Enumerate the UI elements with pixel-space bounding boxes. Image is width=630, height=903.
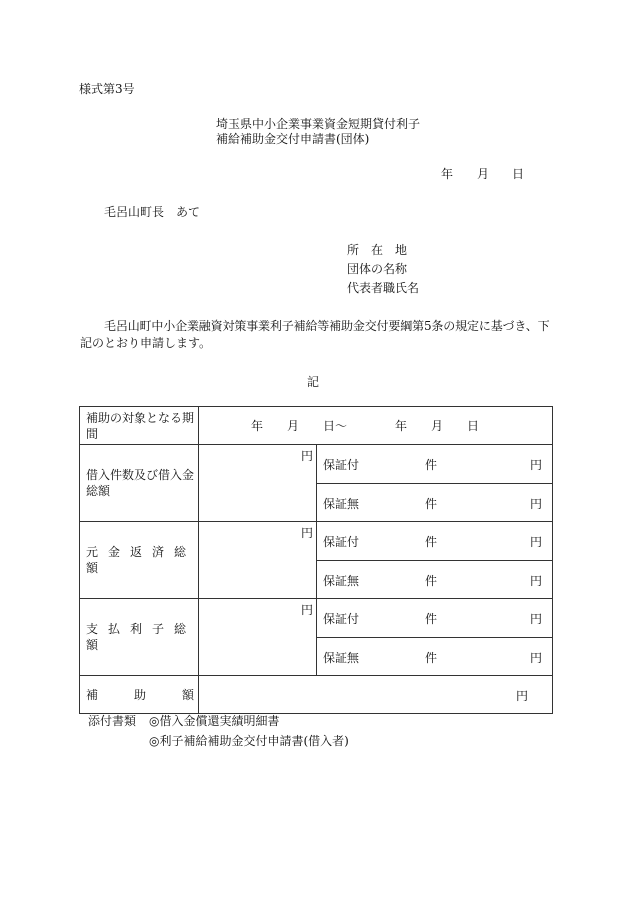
subsidy-label-cell	[80, 676, 199, 714]
yen-unit: 円	[530, 535, 543, 550]
applicant-representative-label: 代表者職氏名	[347, 281, 420, 295]
row-label-cell	[80, 599, 199, 676]
guarantee-kind: 保証無	[323, 496, 360, 511]
amount-cell[interactable]	[199, 599, 317, 676]
sub-cell[interactable]	[317, 560, 553, 599]
subsidy-row	[80, 676, 553, 714]
date-year: 年	[441, 167, 454, 181]
addressee: 毛呂山町長 あて	[104, 205, 201, 219]
subsidy-label: 補 助 額	[86, 687, 195, 702]
guarantee-kind: 保証無	[323, 573, 360, 588]
period-value: 年 月 日～ 年 月 日	[251, 419, 480, 433]
ken-unit: 件	[425, 612, 438, 627]
ken-unit: 件	[425, 650, 438, 665]
period-value-cell[interactable]	[199, 407, 553, 445]
ken-unit: 件	[425, 496, 438, 511]
date-month: 月	[477, 167, 490, 181]
sub-cell[interactable]	[317, 445, 553, 484]
form-number: 様式第3号	[79, 82, 135, 96]
table-row	[80, 522, 553, 561]
principal-repayment-label: 元金返済総額	[86, 545, 197, 575]
period-row	[80, 407, 553, 445]
row-label-cell	[80, 522, 199, 599]
applicant-group-name-label: 団体の名称	[347, 262, 408, 276]
yen-unit: 円	[530, 612, 543, 627]
yen-unit: 円	[300, 449, 313, 463]
body-text-line-2: 記のとおり申請します。	[80, 336, 212, 350]
guarantee-kind: 保証無	[323, 650, 360, 665]
guarantee-kind: 保証付	[323, 535, 360, 550]
yen-unit: 円	[516, 689, 529, 703]
loan-count-total-label: 借入件数及び借入金総額	[86, 468, 195, 498]
table-row	[80, 599, 553, 638]
ken-unit: 件	[425, 535, 438, 550]
sub-cell[interactable]	[317, 483, 553, 522]
amount-cell[interactable]	[199, 445, 317, 522]
yen-unit: 円	[530, 458, 543, 473]
period-label-cell	[80, 407, 199, 445]
yen-unit: 円	[530, 573, 543, 588]
period-label: 補助の対象となる期間	[86, 410, 195, 441]
attachments-label: 添付書類	[88, 714, 137, 728]
ki-label: 記	[307, 375, 320, 389]
subsidy-value-cell[interactable]	[199, 676, 553, 714]
attachment-item-2: ◎利子補給補助金交付申請書(借入者)	[149, 734, 349, 748]
guarantee-kind: 保証付	[323, 612, 360, 627]
sub-cell[interactable]	[317, 522, 553, 561]
guarantee-kind: 保証付	[323, 458, 360, 473]
ken-unit: 件	[425, 458, 438, 473]
yen-unit: 円	[530, 496, 543, 511]
applicant-address-label: 所 在 地	[347, 243, 408, 257]
yen-unit: 円	[300, 603, 313, 617]
interest-paid-label: 支払利子総額	[86, 622, 197, 652]
title-line-1: 埼玉県中小企業事業資金短期貸付利子	[216, 117, 421, 131]
amount-cell[interactable]	[199, 522, 317, 599]
application-table	[79, 406, 553, 714]
ken-unit: 件	[425, 573, 438, 588]
sub-cell[interactable]	[317, 637, 553, 676]
date-day: 日	[512, 167, 525, 181]
title-line-2: 補給補助金交付申請書(団体)	[216, 132, 370, 146]
table-row	[80, 445, 553, 484]
body-text-line-1: 毛呂山町中小企業融資対策事業利子補給等補助金交付要綱第5条の規定に基づき、下	[104, 319, 550, 333]
yen-unit: 円	[300, 526, 313, 540]
yen-unit: 円	[530, 650, 543, 665]
row-label-cell	[80, 445, 199, 522]
attachment-item-1: ◎借入金償還実績明細書	[149, 714, 280, 728]
sub-cell[interactable]	[317, 599, 553, 638]
